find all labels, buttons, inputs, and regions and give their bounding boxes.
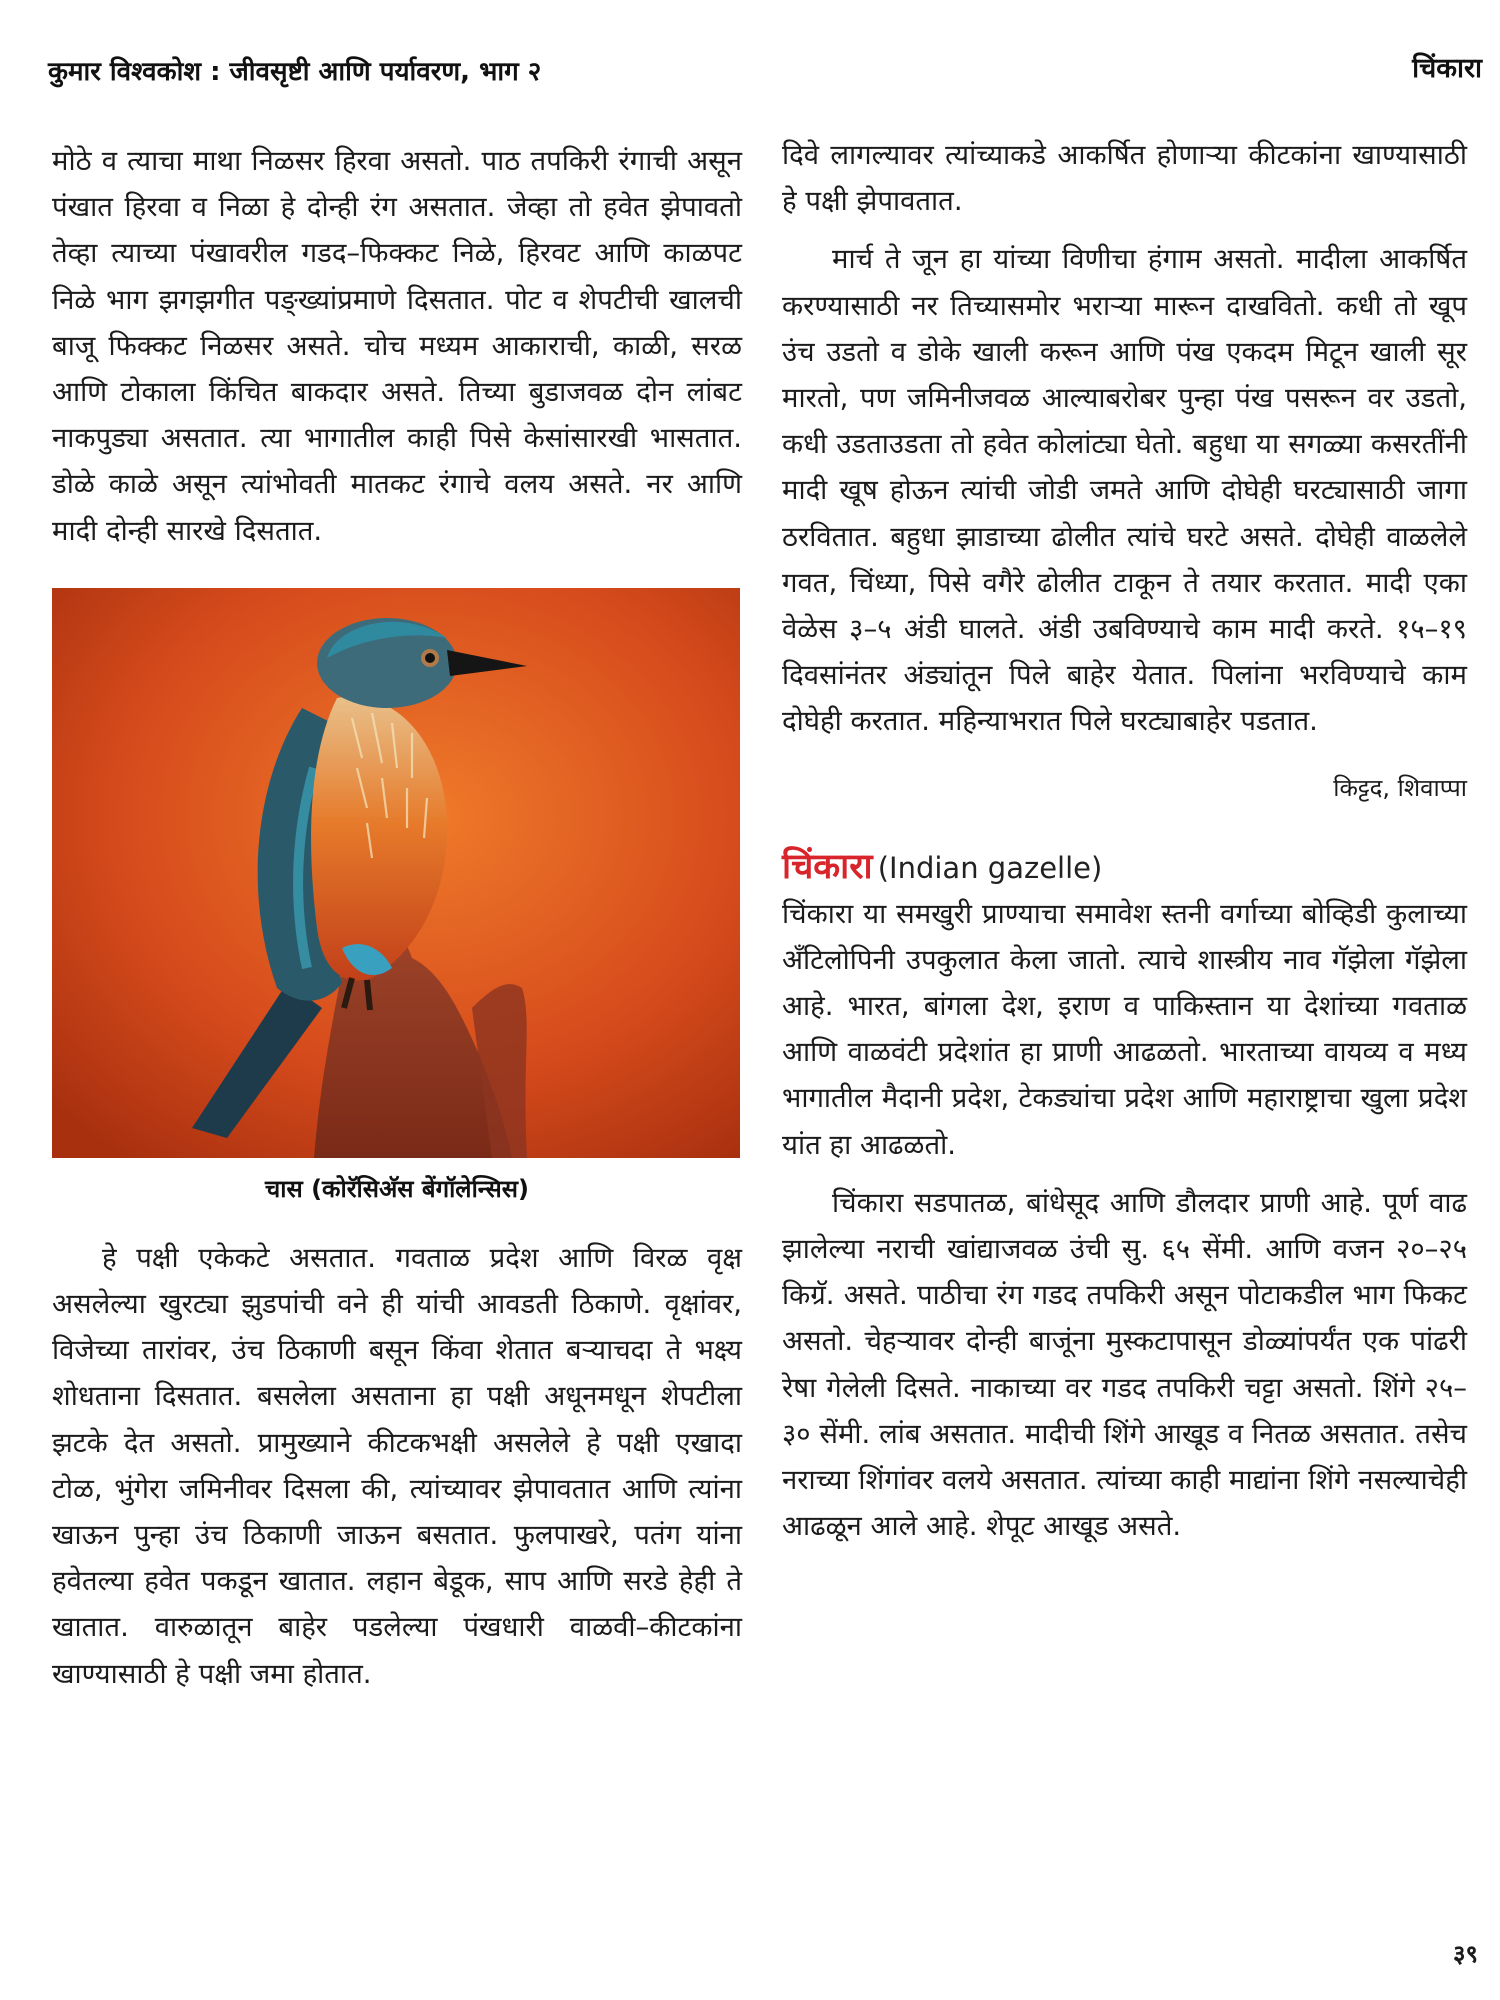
left-paragraph-2: हे पक्षी एकेकटे असतात. गवताळ प्रदेश आणि विरळ वृक्ष असलेल्या खुरट्या झुडपांची वने ही यांची आवडती ठिकाणे. वृक्षांवर, विजेच्या तारांवर, उंच ठिकाणी बसून किंवा शेतात बऱ्याचदा ते भक्ष्य शोधताना दिसतात. बसलेला असताना हा पक्षी अधूनमधून शेपटीला झटके देत असतो. प्रामुख्याने कीटकभक्षी असलेले हे पक्षी एखादा टोळ, भुंगेरा जमिनीवर दिसला की, त्यांच्यावर झेपावतात आणि त्यांना खाऊन पुन्हा उंच ठिकाणी जाऊन बसतात. फुलपाखरे, पतंग यांना हवेतल्या हवेत पकडून खातात. लहान बेडूक, साप आणि सरडे हेही ते खातात. वारुळातून बाहेर पडलेल्या पंखधारी वाळवी–कीटकांना खाण्यासाठी हे पक्षी जमा होतात. xyxy=(52,1241,742,1690)
left-column xyxy=(52,138,742,1697)
entry-heading xyxy=(782,842,1467,889)
right-column xyxy=(782,132,1467,1549)
entry-english-name: (Indian gazelle) xyxy=(877,850,1103,885)
left-paragraph-1: मोठे व त्याचा माथा निळसर हिरवा असतो. पाठ तपकिरी रंगाची असून पंखात हिरवा व निळा हे दोन्ही रंग असतात. जेव्हा तो हवेत झेपावतो तेव्हा त्याच्या पंखावरील गडद–फिक्कट निळे, हिरवट आणि काळपट निळे भाग झगझगीत पङ्ख्यांप्रमाणे दिसतात. पोट व शेपटीची खालची बाजू फिक्कट निळसर असते. चोच मध्यम आकाराची, काळी, सरळ आणि टोकाला किंचित बाकदार असते. तिच्या बुडाजवळ दोन लांबट नाकपुड्या असतात. त्या भागातील काही पिसे केसांसारखी भासतात. डोळे काळे असून त्यांभोवती मातकट रंगाचे वलय असते. नर आणि मादी दोन्ही सारखे दिसतात. xyxy=(52,145,742,547)
right-paragraph-4: चिंकारा सडपातळ, बांधेसूद आणि डौलदार प्राणी आहे. पूर्ण वाढ झालेल्या नराची खांद्याजवळ उंची सु. ६५ सेंमी. आणि वजन २०–२५ किग्रॅ. असते. पाठीचा रंग गडद तपकिरी असून पोटाकडील भाग फिकट असतो. चेहऱ्यावर दोन्ही बाजूंना मुस्कटापासून डोळ्यांपर्यंत एक पांढरी रेषा गेलेली दिसते. नाकाच्या वर गडद तपकिरी चट्टा असतो. शिंगे २५–३० सेंमी. लांब असतात. मादीची शिंगे आखूड व नितळ असतात. तसेच नराच्या शिंगांवर वलये असतात. त्यांच्या काही माद्यांना शिंगे नसल्याचेही आढळून आले आहे. शेपूट आखूड असते. xyxy=(782,1186,1467,1543)
entry-title: चिंकारा xyxy=(782,846,873,887)
figure-caption: चास (कोरॅसिअ‍ॅस बेंगॉलेन्सिस) xyxy=(265,1174,529,1203)
running-header: कुमार विश्वकोश : जीवसृष्टी आणि पर्यावरण, भाग २ xyxy=(48,57,542,87)
right-paragraph-1: दिवे लागल्यावर त्यांच्याकडे आकर्षित होणाऱ्या कीटकांना खाण्यासाठी हे पक्षी झेपावतात. xyxy=(782,139,1467,218)
header-entry-title: चिंकारा xyxy=(1412,53,1482,84)
article-author: किट्टद, शिवाप्पा xyxy=(1333,773,1467,802)
bird-photo xyxy=(52,588,740,1158)
page-number: ३९ xyxy=(1453,1940,1478,1968)
right-paragraph-3: चिंकारा या समखुरी प्राण्याचा समावेश स्तनी वर्गाच्या बोव्हिडी कुलाच्या अँटिलोपिनी उपकुलात केला जातो. त्याचे शास्त्रीय नाव गॅझेला गॅझेला आहे. भारत, बांगला देश, इराण व पाकिस्तान या देशांच्या गवताळ आणि वाळवंटी प्रदेशांत हा प्राणी आढळतो. भारताच्या वायव्य व मध्य भागातील मैदानी प्रदेश, टेकड्यांचा प्रदेश आणि महाराष्ट्राचा खुला प्रदेश यांत हा आढळतो. xyxy=(782,897,1467,1161)
right-paragraph-2: मार्च ते जून हा यांच्या विणीचा हंगाम असतो. मादीला आकर्षित करण्यासाठी नर तिच्यासमोर भराऱ्या मारून दाखवितो. कधी तो खूप उंच उडतो व डोके खाली करून आणि पंख एकदम मिटून खाली सूर मारतो, पण जमिनीजवळ आल्याबरोबर पुन्हा पंख पसरून वर उडतो, कधी उडताउडता तो हवेत कोलांट्या घेतो. बहुधा या सगळ्या कसरतींनी मादी खूष होऊन त्यांची जोडी जमते आणि दोघेही घरट्यासाठी जागा ठरवितात. बहुधा झाडाच्या ढोलीत त्यांचे घरटे असते. दोघेही वाळलेले गवत, चिंध्या, पिसे वगैरे ढोलीत टाकून ते तयार करतात. मादी एका वेळेस ३–५ अंडी घालते. अंडी उबविण्याचे काम मादी करते. १५–१९ दिवसांनंतर अंड्यांतून पिले बाहेर येतात. पिलांना भरविण्याचे काम दोघेही करतात. महिन्याभरात पिले घरट्याबाहेर पडतात. xyxy=(782,243,1467,738)
